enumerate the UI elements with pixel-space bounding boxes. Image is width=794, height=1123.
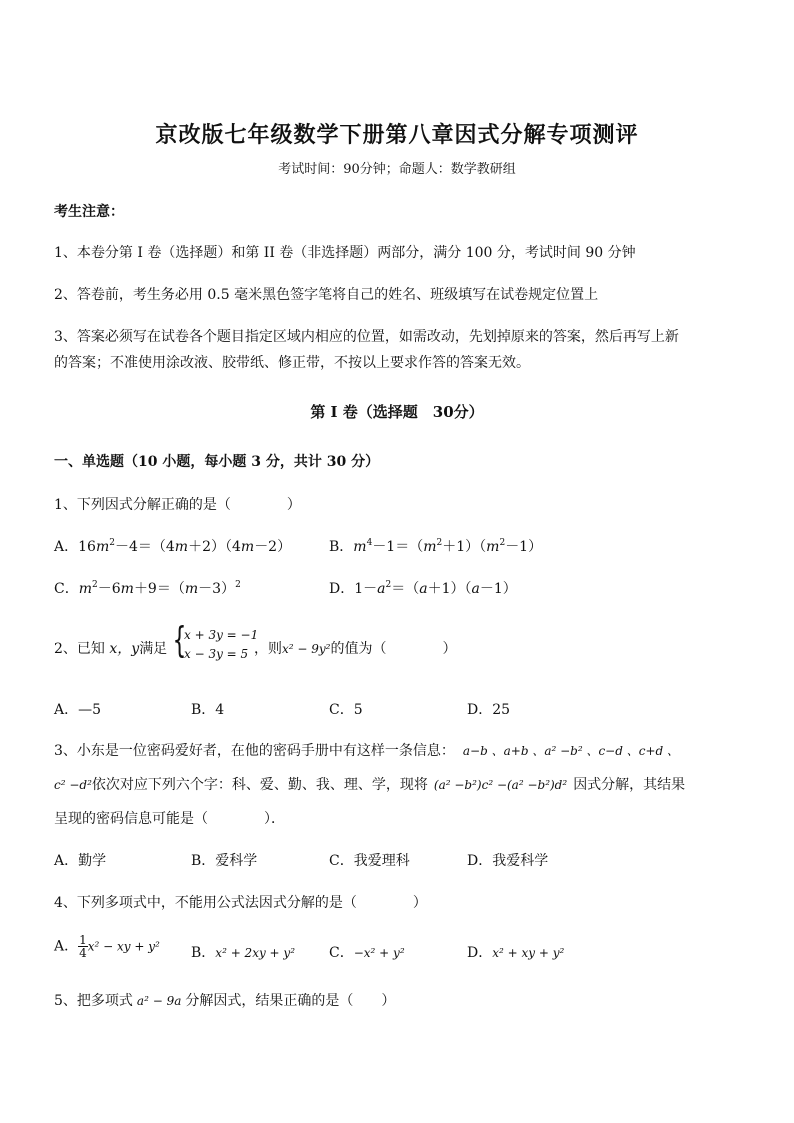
q1-stem: 1、下列因式分解正确的是（ ） — [54, 497, 301, 513]
q3-option-c[interactable]: C．我爱理科 — [329, 853, 410, 869]
page-title: 京改版七年级数学下册第八章因式分解专项测评 — [155, 122, 639, 148]
notice-item-3-cont: 的答案；不准使用涂改液、胶带纸、修正带，不按以上要求作答的答案无效。 — [54, 355, 530, 371]
q2-equation-system — [172, 620, 259, 664]
notice-item-3: 3、答案必须写在试卷各个题目指定区域内相应的位置，如需改动，先划掉原来的答案，然后再写上新 — [54, 329, 679, 345]
q2-option-b[interactable]: B．4 — [191, 702, 225, 718]
q2-eq-1: x + 3y = −1 — [184, 628, 259, 642]
fraction-one-quarter: $\frac{1}{4}$ — [79, 933, 87, 960]
q2-option-a[interactable]: A．—5 — [54, 702, 102, 718]
q3-option-b[interactable]: B．爱科学 — [191, 853, 258, 869]
q2-eq-2: x − 3y = 5 — [184, 647, 249, 661]
q2-stem-end: ，则x² − 9y²的值为（ ） — [254, 641, 457, 657]
q4-option-c[interactable]: C．−x² + y² — [329, 945, 405, 961]
q3-line-2: c² −d²依次对应下列六个字：科、爱、勤、我、理、学，现将 (a² −b²)c² −(a² −b²)d² 因式分解，其结果 — [54, 777, 686, 793]
notice-item-2: 2、答卷前，考生务必用 0.5 毫米黑色签字笔将自己的姓名、班级填写在试卷规定位置上 — [54, 287, 599, 303]
q4-option-d[interactable]: D．x² + xy + y² — [467, 945, 565, 961]
q4-option-a[interactable]: A． $\frac{1}{4}$ x² − xy + y² — [54, 933, 160, 960]
q1-option-a[interactable]: A．$16m^2-4=(4m+2)(4m-2)$ — [54, 538, 292, 555]
notice-heading: 考生注意： — [54, 204, 124, 220]
section-title: 第 I 卷（选择题 30分） — [310, 403, 484, 421]
brace-symbol: { — [172, 620, 187, 661]
exam-subtitle: 考试时间：90分钟；命题人：数学教研组 — [278, 162, 516, 177]
q5-stem: 5、把多项式 a² − 9a 分解因式，结果正确的是（ ） — [54, 993, 396, 1009]
q1-option-c[interactable]: C．$m^2-6m+9=(m-3)^2$ — [54, 580, 241, 597]
section-part-heading: 一、单选题（10 小题，每小题 3 分，共计 30 分） — [54, 454, 380, 470]
q1-option-d[interactable]: D．$1-a^2=(a+1)(a-1)$ — [329, 580, 517, 597]
q3-option-d[interactable]: D．我爱科学 — [467, 853, 549, 869]
q2-option-c[interactable]: C．5 — [329, 702, 363, 718]
q3-line-3: 呈现的密码信息可能是（ ）． — [54, 811, 285, 827]
q3-option-a[interactable]: A．勤学 — [54, 853, 107, 869]
notice-item-1: 1、本卷分第 I 卷（选择题）和第 II 卷（非选择题）两部分，满分 100 分，考试时间 90 分钟 — [54, 245, 636, 261]
q2-option-d[interactable]: D．25 — [467, 702, 511, 718]
q3-line-1: 3、小东是一位密码爱好者，在他的密码手册中有这样一条信息： a−b 、a+b 、a² −b² 、c−d 、c+d 、 — [54, 743, 680, 759]
q4-stem: 4、下列多项式中，不能用公式法因式分解的是（ ） — [54, 895, 427, 911]
q1-option-b[interactable]: B．$m^4-1=(m^2+1)(m^2-1)$ — [329, 538, 543, 555]
q2-stem-start: 2、已知 x，y满足 — [54, 641, 168, 657]
q4-option-b[interactable]: B．x² + 2xy + y² — [191, 945, 296, 961]
